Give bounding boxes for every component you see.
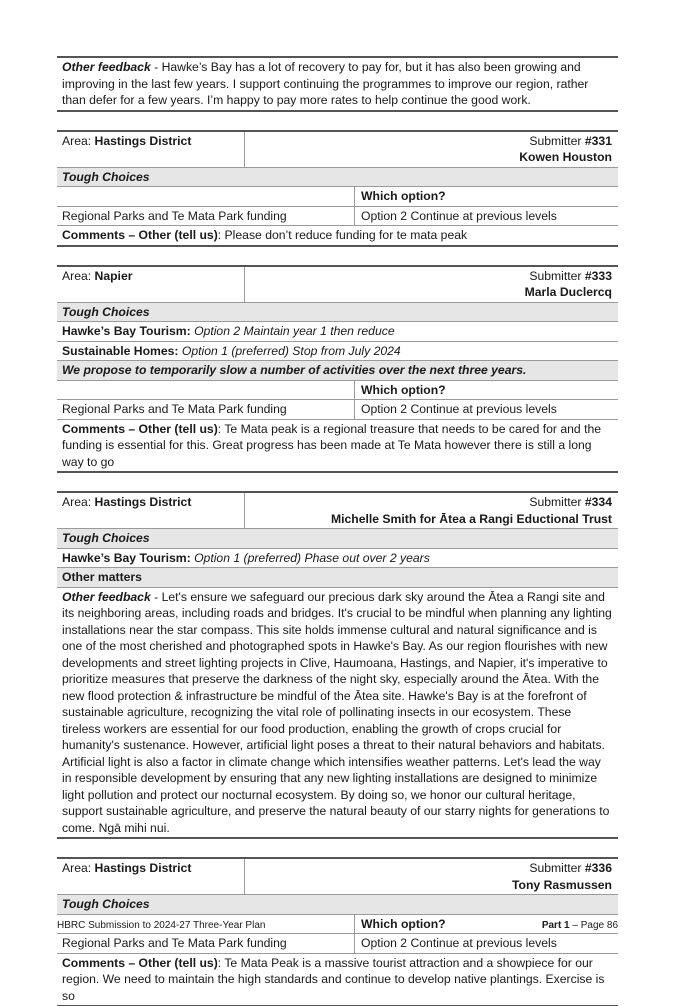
submitter-cell: Submitter #336 Tony Rasmussen: [245, 859, 618, 894]
comment-row: Comments – Other (tell us): Please don’t reduce funding for te mata peak: [62, 228, 468, 243]
submitter-name: Michelle Smith for Ātea a Rangi Eductional Trust: [330, 511, 612, 526]
tough-choices-heading: Tough Choices: [57, 895, 618, 915]
parks-funding-row: Regional Parks and Te Mata Park funding Option 2 Continue at previous levels: [57, 207, 618, 227]
submitter-name: Marla Duclercq: [524, 285, 612, 300]
submitter-name: Tony Rasmussen: [511, 877, 612, 892]
submission-header: [57, 859, 618, 895]
page-number: Part 1 – Page 86: [541, 920, 618, 931]
submission-header: [57, 267, 618, 303]
submission-331: [57, 130, 618, 247]
intro-feedback: Other feedback - Hawke’s Bay has a lot of recovery to pay for, but it has also been growing and improving in the last few years. I support continuing the programmes to improve our region, rather than defer for a few years. I’m happy to pay more rates to help continue the good work.: [62, 60, 589, 108]
comment-row: Comments – Other (tell us): Te Mata peak is a regional treasure that needs to be cared for and the funding is essential for this. Great progress has been made at Te Mata however there is still a long way to go: [62, 421, 602, 469]
area-cell: Area: Hastings District: [57, 493, 245, 528]
option-header-row: Which option?: [57, 187, 618, 207]
area-cell: Area: Hastings District: [57, 132, 245, 167]
other-matters-heading: Other matters: [57, 568, 618, 588]
submission-336: [57, 857, 618, 1006]
area-cell: Area: Hastings District: [57, 859, 245, 894]
tourism-row: Hawke’s Bay Tourism: Option 2 Maintain year 1 then reduce: [57, 322, 618, 342]
submitter-name: Kowen Houston: [519, 150, 612, 165]
submitter-cell: Submitter #333 Marla Duclercq: [245, 267, 618, 302]
option-header-row: Which option?: [57, 381, 618, 401]
submission-333: [57, 265, 618, 474]
tourism-row: Hawke’s Bay Tourism: Option 1 (preferred) Phase out over 2 years: [57, 549, 618, 569]
submission-334: [57, 491, 618, 839]
area-cell: Area: Napier: [57, 267, 245, 302]
submission-header: [57, 132, 618, 168]
document-page: [57, 56, 618, 1006]
tough-choices-heading: Tough Choices: [57, 168, 618, 188]
sustainable-homes-row: Sustainable Homes: Option 1 (preferred) Stop from July 2024: [57, 342, 618, 362]
comment-row: Comments – Other (tell us): Te Mata Peak is a massive tourist attraction and a showpiece for our region. We need to maintain the high standards and continue to develop native plantings. Exercise is so: [62, 955, 605, 1003]
option-header-row: Which option?: [57, 915, 618, 935]
intro-feedback-block: [57, 56, 618, 112]
submission-header: [57, 493, 618, 529]
slow-activities-heading: We propose to temporarily slow a number of activities over the next three years.: [57, 361, 618, 381]
submitter-cell: Submitter #331 Kowen Houston: [245, 132, 618, 167]
tough-choices-heading: Tough Choices: [57, 529, 618, 549]
footer-title: HBRC Submission to 2024-27 Three-Year Plan: [57, 920, 266, 931]
parks-funding-row: Regional Parks and Te Mata Park funding Option 2 Continue at previous levels: [57, 934, 618, 954]
parks-funding-row: Regional Parks and Te Mata Park funding Option 2 Continue at previous levels: [57, 400, 618, 420]
page-footer: [57, 920, 618, 931]
other-feedback-row: Other feedback - Let's ensure we safeguard our precious dark sky around the Ātea a Rangi site and its neighboring areas, including roads and bridges. It's crucial to be mindful when planning any lighting installations near the star compass. This site holds immense cultural and natural significance and is one of the most cherished and photographed spots in Hawke's Bay. As our region flourishes with new developments and street lighting projects in Clive, Haumoana, Hastings, and Napier, it's imperative to prioritize measures that preserve the darkness of the night sky, especially around the Ātea. With the new flood protection & infrastructure be mindful of the Ātea site. Hawke's Bay is at the forefront of sustainable agriculture, recognizing the vital role of pollinating insects in our ecosystem. These tireless workers are essential for our food production, enabling the growth of crops crucial for humanity's sustenance. However, artificial light poses a threat to their natural behaviors and habitats. Artificial light is also a factor in climate change which intensifies weather patterns. Let's lead the way in responsible development by ensuring that any new lighting installations are designed to minimize light pollution and protect our nocturnal ecosystem. By doing so, we honor our cultural heritage, support sustainable agriculture, and preserve the natural beauty of our starry nights for generations to come. Ngā mihi nui.: [62, 589, 612, 835]
submitter-cell: Submitter #334 Michelle Smith for Ātea a Rangi Eductional Trust: [245, 493, 618, 528]
tough-choices-heading: Tough Choices: [57, 303, 618, 323]
